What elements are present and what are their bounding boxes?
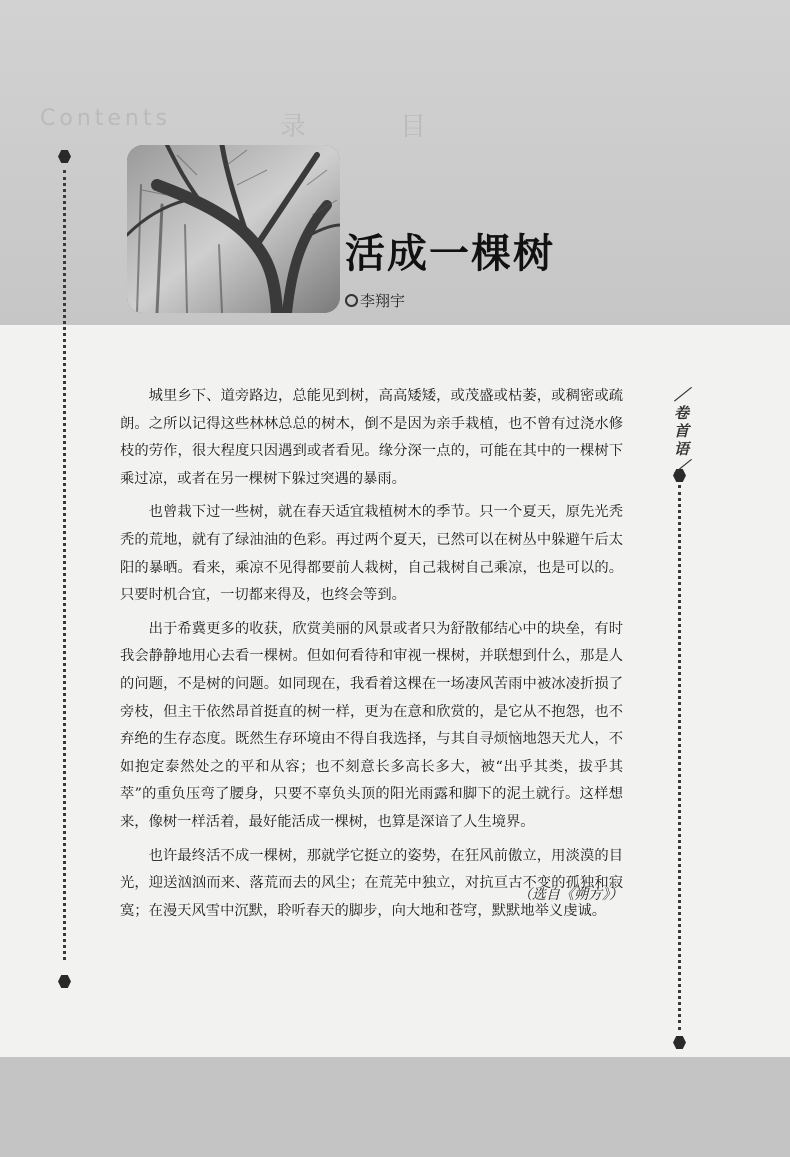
left-dotted-rule [63, 170, 66, 960]
article-body [120, 383, 623, 931]
article-title: 活成一棵树 [345, 231, 555, 277]
byline-circle-icon [345, 294, 358, 307]
paragraph: 也许最终活不成一棵树，那就学它挺立的姿势，在狂风前傲立，用淡漠的目光，迎送汹汹而来、落荒而去的风尘；在荒芜中独立，对抗亘古不变的孤独和寂寞；在漫天风雪中沉默，聆听春天的脚步，向大地和苍穹，默默地举义虔诚。 [120, 847, 623, 919]
author-name: 李翔宇 [360, 292, 406, 310]
section-label: ／卷首语／ [672, 387, 690, 477]
right-dotted-rule [678, 485, 681, 1030]
paragraph: 出于希冀更多的收获，欣赏美丽的风景或者只为舒散郁结心中的块垒，有时我会静静地用心去看一棵树。但如何看待和审视一棵树，并联想到什么，那是人的问题，不是树的问题。如同现在，我看着这棵在一场凄风苦雨中被冰凌折损了旁枝，但主干依然昂首挺直的树一样，更为在意和欣赏的，是它从不抱怨，也不弃绝的生存态度。既然生存环境由不得自我选择，与其自寻烦恼地怨天尤人，不如抱定泰然处之的平和从容；也不刻意长多高长多大，被“出乎其类，拔乎其萃”的重负压弯了腰身，只要不辜负头顶的阳光雨露和脚下的泥土就行。这样想来，像树一样活着，最好能活成一棵树，也算是深谙了人生境界。 [120, 620, 623, 830]
paragraph: 城里乡下、道旁路边，总能见到树，高高矮矮，或茂盛或枯萎，或稠密或疏朗。之所以记得这些林林总总的树木，倒不是因为亲手栽植，也不曾有过浇水修枝的劳作，很大程度只因遇到或者看见。缘分深一点的，可能在其中的一棵树下乘过凉，或者在另一棵树下躲过突遇的暴雨。 [120, 388, 623, 487]
source-citation: （选自《朔方》） [518, 887, 623, 903]
tree-photo [127, 145, 340, 313]
author-byline [345, 290, 405, 311]
footer-band [0, 1057, 790, 1157]
paragraph: 也曾栽下过一些树，就在春天适宜栽植树木的季节。只一个夏天，原先光秃秃的荒地，就有了绿油油的色彩。再过两个夏天，已然可以在树丛中躲避午后太阳的暴晒。看来，乘凉不见得都要前人栽树，自己栽树自己乘凉，也是可以的。只要时机合宜，一切都来得及，也终会等到。 [120, 504, 623, 604]
